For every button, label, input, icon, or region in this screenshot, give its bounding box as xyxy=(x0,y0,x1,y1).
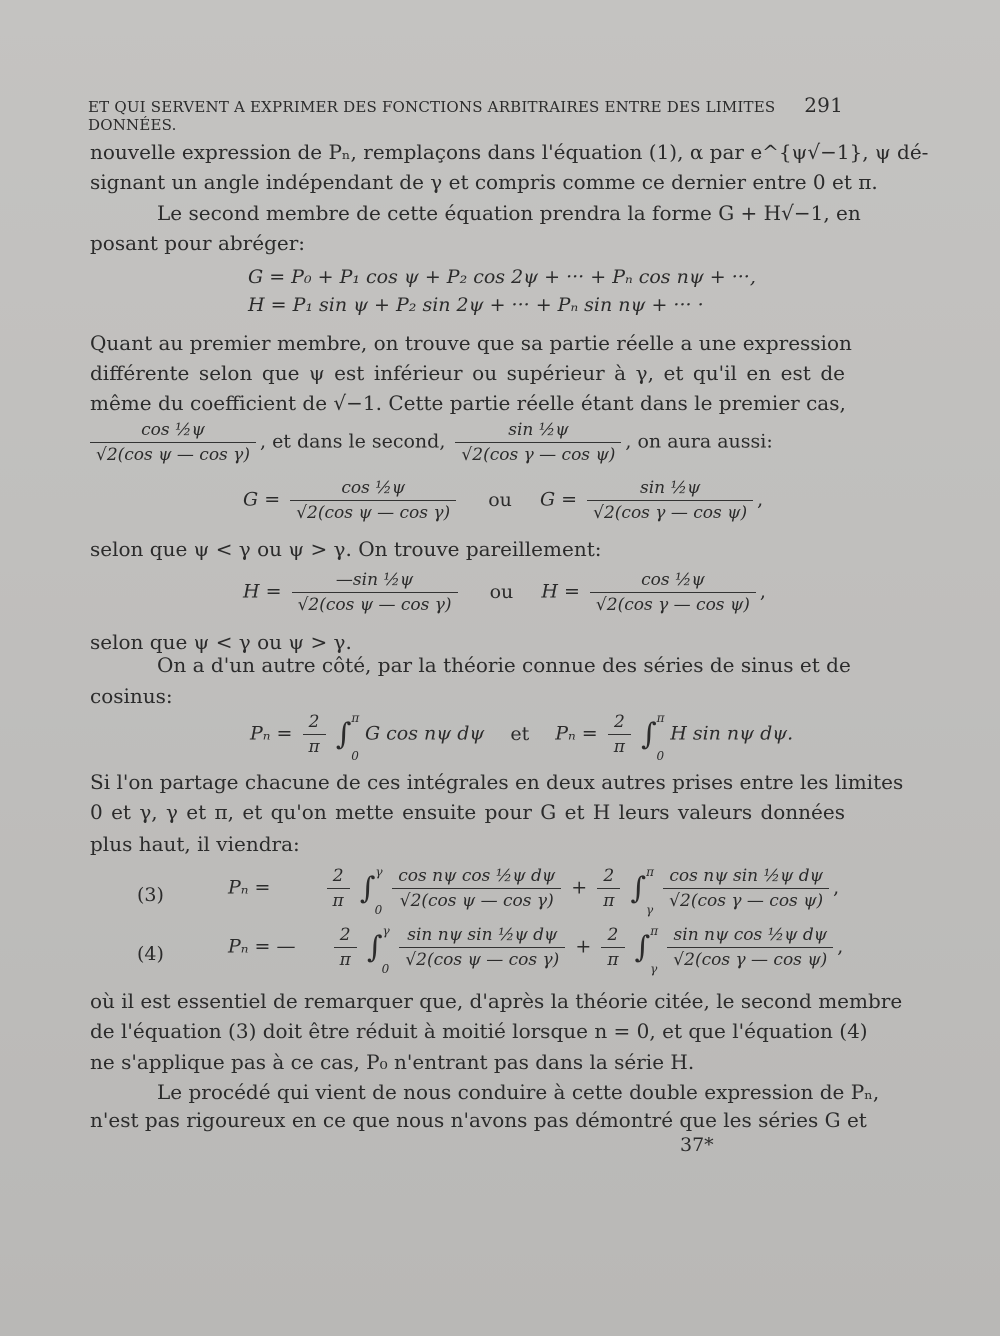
text-line: Si l'on partage chacune de ces intégrales en deux autres prises entre les limites xyxy=(90,770,904,794)
text-line: 0 et γ, γ et π, et qu'on mette ensuite pour G et H leurs valeurs données xyxy=(90,800,845,824)
text-line: ne s'applique pas à ce cas, P₀ n'entrant pas dans la série H. xyxy=(90,1050,695,1074)
inline-fractions-line: $\frac{\text{cos ½ψ}}{\text{√2(cos ψ — cos γ)}}$ , et dans le second, $\frac{\text{sin ½ψ}}{\text{√2(cos γ — cos ψ)}}$ , on aura aussi: xyxy=(86,420,773,465)
fraction: $\frac{\text{cos ½ψ}}{\text{√2(cos ψ — cos γ)}}$ xyxy=(90,420,256,465)
fraction: $\frac{\text{sin ½ψ}}{\text{√2(cos γ — cos ψ)}}$ xyxy=(455,420,621,465)
text-line: où il est essentiel de remarquer que, d'après la théorie citée, le second membre xyxy=(90,989,903,1013)
page-number: 291 xyxy=(804,93,843,117)
text-line: de l'équation (3) doit être réduit à moitié lorsque n = 0, et que l'équation (4) xyxy=(90,1019,868,1043)
equation-G-cases: G = $\frac{\text{cos ½ψ}}{\text{√2(cos ψ — cos γ)}}$ ou G = $\frac{\text{sin ½ψ}}{\text{√2(cos γ — cos ψ)}}$ , xyxy=(243,478,764,523)
integral-sign: ∫ xyxy=(630,871,647,906)
text-line: Quant au premier membre, on trouve que sa partie réelle a une expression xyxy=(90,331,852,355)
text-line: selon que ψ < γ ou ψ > γ. xyxy=(90,630,352,654)
integral-sign: ∫ xyxy=(335,717,352,752)
equation-G-series: G = P₀ + P₁ cos ψ + P₂ cos 2ψ + ··· + Pₙ cos nψ + ···, xyxy=(248,266,756,288)
running-title: ET QUI SERVENT A EXPRIMER DES FONCTIONS ARBITRAIRES ENTRE DES LIMITES DONNÉES. xyxy=(88,98,776,134)
text-line: n'est pas rigoureux en ce que nous n'avons pas démontré que les séries G et xyxy=(90,1108,867,1132)
text-line: selon que ψ < γ ou ψ > γ. On trouve pareillement: xyxy=(90,537,602,561)
integral-sign: ∫ xyxy=(359,871,376,906)
text-line: On a d'un autre côté, par la théorie connue des séries de sinus et de xyxy=(157,653,851,677)
equation-4: Pₙ = — $\frac{2}{\pi}$ ∫$^\gamma_0$ $\frac{\text{sin nψ sin ½ψ dψ}}{\text{√2(cos ψ — cos γ)}}$ + $\frac{2}{\pi}$ ∫$^\pi_\gamma$ $\frac{\text{sin nψ cos ½ψ dψ}}{\text{√2(cos γ — cos ψ)}}$ , xyxy=(228,923,844,976)
text-line: posant pour abréger: xyxy=(90,231,306,255)
integral-sign: ∫ xyxy=(366,930,383,965)
text-line: Le second membre de cette équation prendra la forme G + H√−1, en xyxy=(157,201,861,225)
equation-number: (3) xyxy=(137,884,164,906)
integral-sign: ∫ xyxy=(634,930,651,965)
text-line: différente selon que ψ est inférieur ou supérieur à γ, et qu'il en est de xyxy=(90,361,845,385)
text-line: cosinus: xyxy=(90,684,173,708)
equation-number: (4) xyxy=(137,943,164,965)
equation-H-cases: H = $\frac{\text{—sin ½ψ}}{\text{√2(cos ψ — cos γ)}}$ ou H = $\frac{\text{cos ½ψ}}{\text{√2(cos γ — cos ψ)}}$ , xyxy=(243,570,766,615)
text-line: nouvelle expression de Pₙ, remplaçons dans l'équation (1), α par e^{ψ√−1}, ψ dé- xyxy=(90,140,929,164)
signature-mark: 37* xyxy=(680,1134,714,1156)
text-line: signant un angle indépendant de γ et compris comme ce dernier entre 0 et π. xyxy=(90,170,878,194)
integral-sign: ∫ xyxy=(641,717,657,752)
equation-H-series: H = P₁ sin ψ + P₂ sin 2ψ + ··· + Pₙ sin nψ + ··· · xyxy=(248,294,704,316)
equation-Pn-integrals: Pₙ = $\frac{2}{\pi}$ ∫$^\pi_0$ G cos nψ dψ et Pₙ = $\frac{2}{\pi}$ ∫$^\pi_0$ H sin nψ dψ. xyxy=(250,710,794,763)
text-line: même du coefficient de √−1. Cette partie réelle étant dans le premier cas, xyxy=(90,391,846,415)
text-line: Le procédé qui vient de nous conduire à cette double expression de Pₙ, xyxy=(157,1080,880,1104)
text-line: plus haut, il viendra: xyxy=(90,832,300,856)
running-header xyxy=(88,93,843,134)
equation-3: Pₙ = $\frac{2}{\pi}$ ∫$^\gamma_0$ $\frac{\text{cos nψ cos ½ψ dψ}}{\text{√2(cos ψ — cos γ)}}$ + $\frac{2}{\pi}$ ∫$^\pi_\gamma$ $\frac{\text{cos nψ sin ½ψ dψ}}{\text{√2(cos γ — cos ψ)}}$ , xyxy=(228,864,840,917)
